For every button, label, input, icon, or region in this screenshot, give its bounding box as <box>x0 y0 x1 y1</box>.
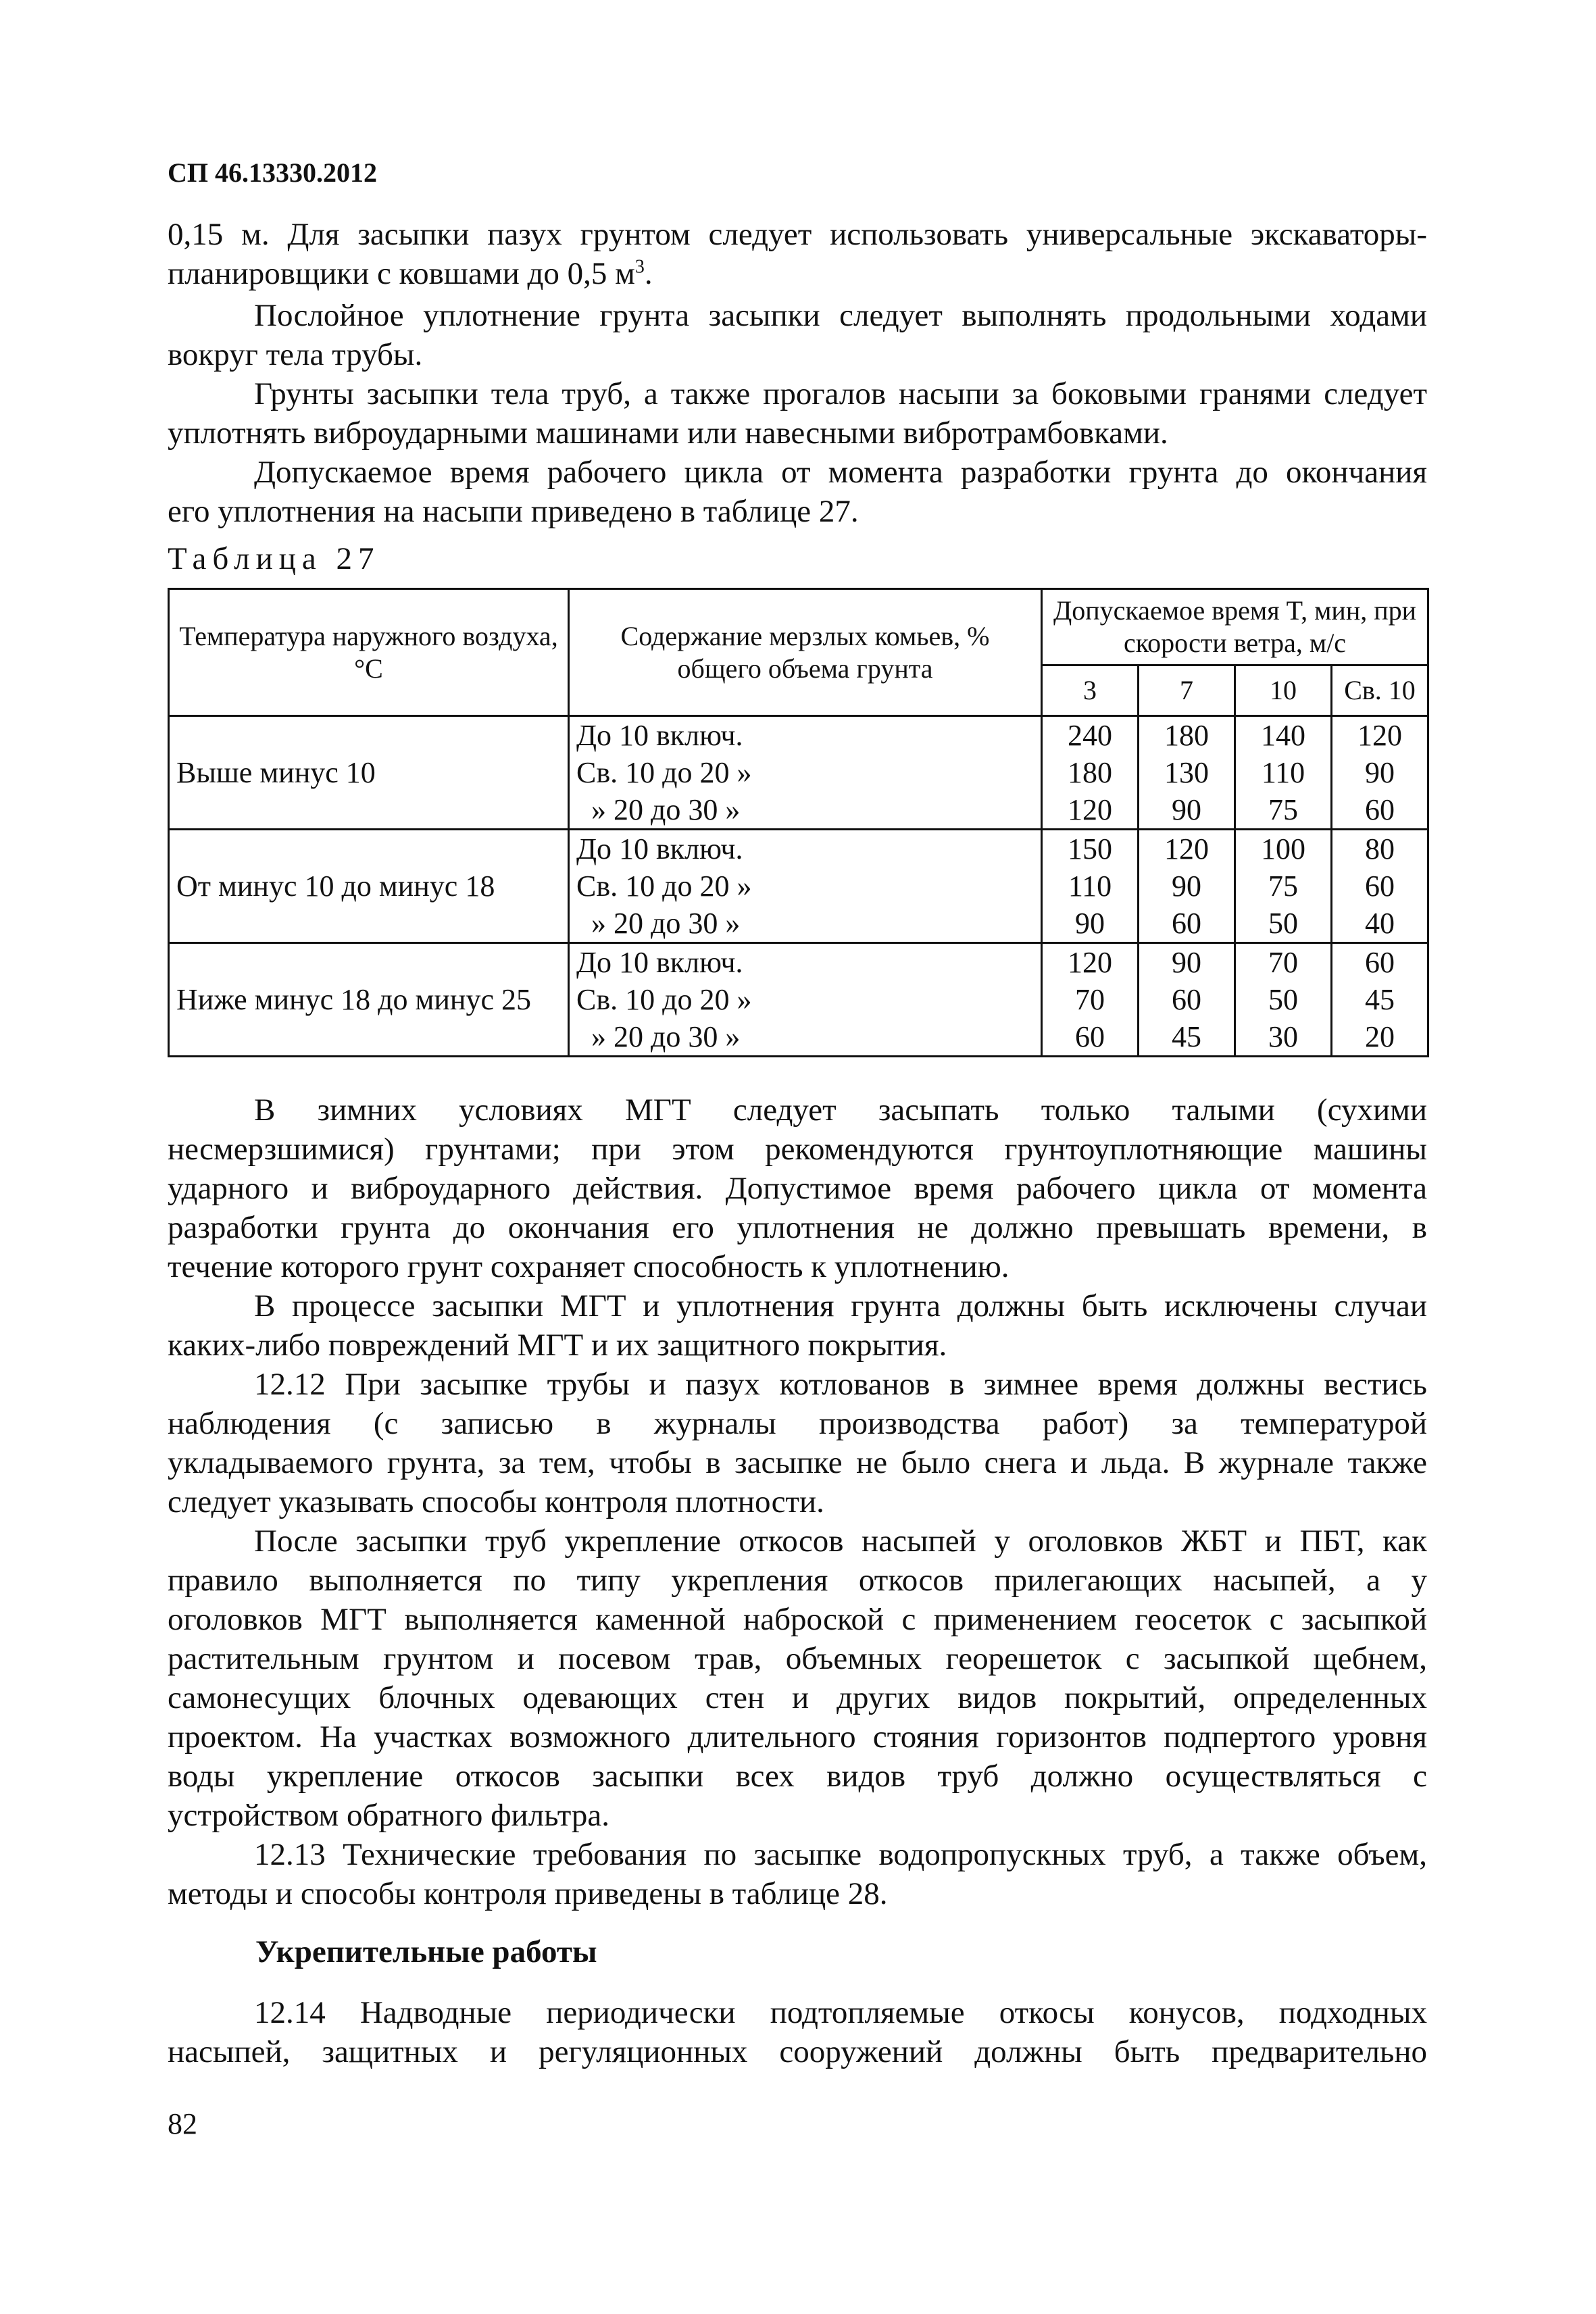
content-cell: Св. 10 до 20 » <box>569 981 1042 1018</box>
content-cell: До 10 включ. <box>569 943 1042 982</box>
document-header: СП 46.13330.2012 <box>168 157 377 188</box>
value-cell: 90 <box>1139 791 1235 830</box>
para-line: наблюдения (с записью в журналы производства работ) за температурой <box>168 1406 1427 1441</box>
value-cell: 120 <box>1042 791 1139 830</box>
content-cell: » 20 до 30 » <box>569 905 1042 943</box>
para-line: уплотнять виброударными машинами или навесными вибротрамбовками. <box>168 416 1168 451</box>
value-cell: 60 <box>1332 867 1428 905</box>
superscript: 3 <box>634 256 645 278</box>
intro-line-2 <box>168 254 1427 293</box>
value-cell: 50 <box>1235 905 1332 943</box>
wind-speed-over-10: Св. 10 <box>1332 665 1428 716</box>
value-cell: 100 <box>1235 830 1332 868</box>
para-line: растительным грунтом и посевом трав, объемных георешеток с засыпкой щебнем, <box>168 1641 1427 1676</box>
para-line: проектом. На участках возможного длительного стояния горизонтов подпертого уровня <box>168 1719 1427 1755</box>
header-time: Допускаемое время T, мин, при скорости ветра, м/с <box>1042 589 1428 665</box>
value-cell: 80 <box>1332 830 1428 868</box>
value-cell: 150 <box>1042 830 1139 868</box>
header-content: Содержание мерзлых комьев, % общего объема грунта <box>569 589 1042 716</box>
value-cell: 60 <box>1139 905 1235 943</box>
value-cell: 90 <box>1042 905 1139 943</box>
wind-speed-3: 3 <box>1042 665 1139 716</box>
para-line: самонесущих блочных одевающих стен и других видов покрытий, определенных <box>168 1680 1427 1715</box>
wind-speed-7: 7 <box>1139 665 1235 716</box>
value-cell: 110 <box>1042 867 1139 905</box>
para-line: Послойное уплотнение грунта засыпки следует выполнять продольными ходами <box>254 298 1427 333</box>
value-cell: 240 <box>1042 716 1139 755</box>
value-cell: 50 <box>1235 981 1332 1018</box>
temp-cell: Выше минус 10 <box>169 716 569 830</box>
para-line: следует указывать способы контроля плотности. <box>168 1484 824 1519</box>
header-temperature: Температура наружного воздуха, °C <box>169 589 569 716</box>
temp-cell: От минус 10 до минус 18 <box>169 830 569 943</box>
para-line: 12.12 При засыпке трубы и пазух котлованов в зимнее время должны вестись <box>254 1367 1427 1402</box>
para-line: течение которого грунт сохраняет способность к уплотнению. <box>168 1249 1009 1284</box>
content-cell: До 10 включ. <box>569 830 1042 868</box>
para-line: оголовков МГТ выполняется каменной наброской с применением геосеток с засыпкой <box>168 1602 1427 1637</box>
value-cell: 90 <box>1139 943 1235 982</box>
value-cell: 120 <box>1332 716 1428 755</box>
value-cell: 140 <box>1235 716 1332 755</box>
value-cell: 40 <box>1332 905 1428 943</box>
intro-line-1: 0,15 м. Для засыпки пазух грунтом следует использовать универсальные экскаваторы- <box>168 217 1427 252</box>
para-line: разработки грунта до окончания его уплотнения не должно превышать времени, в <box>168 1210 1427 1245</box>
value-cell: 75 <box>1235 867 1332 905</box>
value-cell: 20 <box>1332 1018 1428 1057</box>
value-cell: 120 <box>1042 943 1139 982</box>
data-table-27 <box>168 588 1429 1057</box>
content-cell: Св. 10 до 20 » <box>569 754 1042 791</box>
intro-line-2-text: планировщики с ковшами до 0,5 м <box>168 256 635 291</box>
value-cell: 180 <box>1139 716 1235 755</box>
para-line: правило выполняется по типу укрепления откосов прилегающих насыпей, а у <box>168 1563 1427 1598</box>
para-line: насыпей, защитных и регуляционных сооружений должны быть предварительно <box>168 2034 1427 2069</box>
para-line: 12.13 Технические требования по засыпке водопропускных труб, а также объем, <box>254 1837 1427 1872</box>
para-line: ударного и виброударного действия. Допустимое время рабочего цикла от момента <box>168 1171 1427 1206</box>
value-cell: 75 <box>1235 791 1332 830</box>
value-cell: 70 <box>1235 943 1332 982</box>
table-caption: Таблица 27 <box>168 541 380 576</box>
para-line: каких-либо повреждений МГТ и их защитного покрытия. <box>168 1328 947 1363</box>
para-line: 12.14 Надводные периодически подтопляемые откосы конусов, подходных <box>254 1995 1427 2030</box>
para-line: Допускаемое время рабочего цикла от момента разработки грунта до окончания <box>254 455 1427 490</box>
para-line: несмерзшимися) грунтами; при этом рекомендуются грунтоуплотняющие машины <box>168 1132 1427 1167</box>
value-cell: 110 <box>1235 754 1332 791</box>
value-cell: 90 <box>1332 754 1428 791</box>
para-line: вокруг тела трубы. <box>168 337 423 372</box>
para-line: его уплотнения на насыпи приведено в таблице 27. <box>168 494 859 529</box>
para-line: После засыпки труб укрепление откосов насыпей у оголовков ЖБТ и ПБТ, как <box>254 1524 1427 1559</box>
wind-speed-10: 10 <box>1235 665 1332 716</box>
value-cell: 60 <box>1042 1018 1139 1057</box>
value-cell: 180 <box>1042 754 1139 791</box>
content-cell: » 20 до 30 » <box>569 791 1042 830</box>
para-line: воды укрепление откосов засыпки всех видов труб должно осуществляться с <box>168 1759 1427 1794</box>
value-cell: 90 <box>1139 867 1235 905</box>
intro-line-2-end: . <box>644 256 653 291</box>
value-cell: 45 <box>1332 981 1428 1018</box>
para-line: Грунты засыпки тела труб, а также прогалов насыпи за боковыми гранями следует <box>254 376 1427 411</box>
value-cell: 130 <box>1139 754 1235 791</box>
value-cell: 45 <box>1139 1018 1235 1057</box>
para-line: В процессе засыпки МГТ и уплотнения грунта должны быть исключены случаи <box>254 1288 1427 1324</box>
value-cell: 60 <box>1139 981 1235 1018</box>
value-cell: 120 <box>1139 830 1235 868</box>
value-cell: 70 <box>1042 981 1139 1018</box>
content-cell: » 20 до 30 » <box>569 1018 1042 1057</box>
value-cell: 60 <box>1332 791 1428 830</box>
section-title: Укрепительные работы <box>255 1934 597 1969</box>
para-line: укладываемого грунта, за тем, чтобы в засыпке не было снега и льда. В журнале также <box>168 1445 1427 1480</box>
value-cell: 30 <box>1235 1018 1332 1057</box>
para-line: методы и способы контроля приведены в таблице 28. <box>168 1876 888 1911</box>
value-cell: 60 <box>1332 943 1428 982</box>
temp-cell: Ниже минус 18 до минус 25 <box>169 943 569 1057</box>
content-cell: До 10 включ. <box>569 716 1042 755</box>
para-line: устройством обратного фильтра. <box>168 1798 610 1833</box>
content-cell: Св. 10 до 20 » <box>569 867 1042 905</box>
page-number: 82 <box>168 2107 197 2140</box>
para-line: В зимних условиях МГТ следует засыпать только талыми (сухими <box>254 1092 1427 1128</box>
